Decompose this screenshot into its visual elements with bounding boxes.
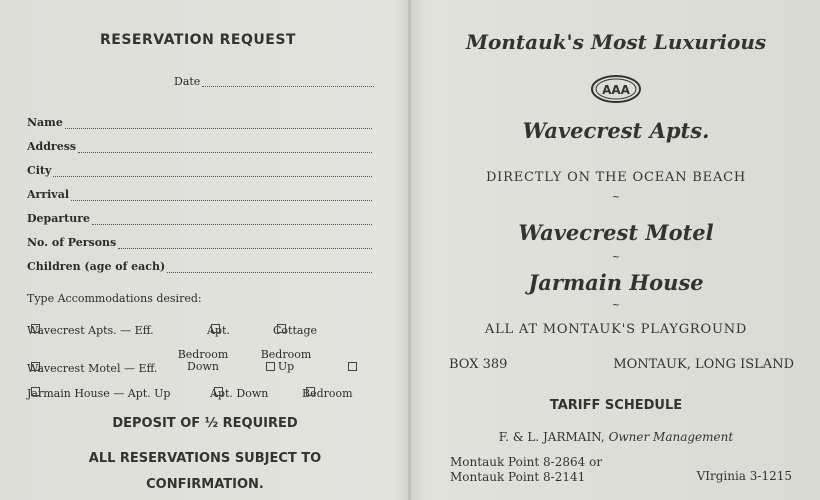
jarmain-apt-down-label: Apt. Down (210, 387, 269, 400)
advertisement-panel (412, 0, 820, 500)
arrival-line[interactable] (71, 189, 372, 201)
wavecrest-apts-cottage-label: Cottage (273, 324, 317, 337)
phone-numbers (450, 455, 602, 485)
aaa-logo-text: AAA (602, 83, 630, 97)
aaa-logo (590, 74, 642, 104)
reservation-form-panel (0, 0, 408, 500)
jarmain-bedroom-checkbox[interactable] (306, 387, 315, 396)
motel-bedroom-up-line2: Up (277, 360, 295, 373)
date-field[interactable] (174, 75, 374, 88)
owner-role: Owner Management (608, 430, 734, 444)
date-label: Date (174, 75, 201, 88)
motel-bedroom-up-line1: Bedroom (260, 348, 312, 361)
name-line[interactable] (65, 117, 372, 129)
address-line[interactable] (78, 141, 372, 153)
motel-bedroom-down-line2: Down (187, 360, 219, 373)
box-number: BOX 389 (449, 357, 508, 372)
date-line[interactable] (202, 75, 374, 87)
departure-label: Departure (27, 212, 91, 225)
name-label: Name (27, 116, 63, 129)
playground-line: ALL AT MONTAUK'S PLAYGROUND (484, 322, 748, 337)
jarmain-apt-up-checkbox[interactable] (31, 387, 40, 396)
wavecrest-motel-title: Wavecrest Motel (518, 220, 714, 245)
departure-field[interactable] (27, 212, 372, 225)
wavecrest-apts-eff-checkbox[interactable] (31, 324, 40, 333)
deposit-note: DEPOSIT OF ½ REQUIRED (112, 416, 298, 431)
divider-3: ~ (611, 300, 621, 311)
departure-line[interactable] (92, 213, 372, 225)
jarmain-options (27, 387, 397, 401)
type-accommodations-label: Type Accommodations desired: (27, 292, 202, 305)
divider-2: ~ (611, 252, 621, 263)
address-field[interactable] (27, 140, 372, 153)
jarmain-apt-down-checkbox[interactable] (214, 387, 223, 396)
divider-1: ~ (611, 192, 621, 203)
arrival-label: Arrival (27, 188, 70, 201)
tariff-heading: TARIFF SCHEDULE (549, 398, 683, 413)
jarmain-bedroom-label: Bedroom (302, 387, 353, 400)
phone-3: VIrginia 3-1215 (696, 469, 792, 483)
owner-line (412, 430, 820, 444)
wavecrest-apts-title: Wavecrest Apts. (522, 118, 710, 143)
children-line[interactable] (167, 261, 372, 273)
jarmain-house-title: Jarmain House (528, 270, 704, 295)
owner-names: F. & L. JARMAIN, (498, 430, 605, 444)
ocean-beach-line: DIRECTLY ON THE OCEAN BEACH (485, 170, 747, 185)
phone-1: Montauk Point 8-2864 or (450, 455, 603, 469)
address-label: Address (27, 140, 77, 153)
city-line[interactable] (53, 165, 372, 177)
wavecrest-motel-eff-checkbox[interactable] (31, 362, 40, 371)
location: MONTAUK, LONG ISLAND (613, 357, 794, 372)
reservation-title: RESERVATION REQUEST (100, 32, 296, 48)
children-label: Children (age of each) (27, 260, 166, 273)
confirmation-note-line1: ALL RESERVATIONS SUBJECT TO (88, 451, 322, 466)
wavecrest-apts-options (27, 324, 387, 338)
center-fold (408, 0, 411, 500)
confirmation-note-line2: CONFIRMATION. (146, 477, 264, 492)
children-field[interactable] (27, 260, 372, 273)
arrival-field[interactable] (27, 188, 372, 201)
phone-2: Montauk Point 8-2141 (450, 470, 586, 484)
wavecrest-apts-eff-label: Wavecrest Apts. — Eff. (27, 324, 154, 337)
city-field[interactable] (27, 164, 372, 177)
persons-line[interactable] (118, 237, 372, 249)
wavecrest-apts-apt-label: Apt. (207, 324, 230, 337)
wavecrest-apts-apt-checkbox[interactable] (211, 324, 220, 333)
persons-label: No. of Persons (27, 236, 117, 249)
persons-field[interactable] (27, 236, 372, 249)
wavecrest-motel-options (27, 362, 387, 376)
wavecrest-apts-cottage-checkbox[interactable] (277, 324, 286, 333)
confirmation-note (40, 446, 370, 498)
motel-bedroom-down-line1: Bedroom (177, 348, 229, 361)
motel-bedroom-down-checkbox[interactable] (266, 362, 275, 371)
motel-bedroom-up-checkbox[interactable] (348, 362, 357, 371)
headline: Montauk's Most Luxurious (465, 30, 767, 54)
name-field[interactable] (27, 116, 372, 129)
wavecrest-motel-eff-label: Wavecrest Motel — Eff. (27, 362, 158, 375)
jarmain-apt-up-label: Jarmain House — Apt. Up (27, 387, 171, 400)
city-label: City (27, 164, 52, 177)
